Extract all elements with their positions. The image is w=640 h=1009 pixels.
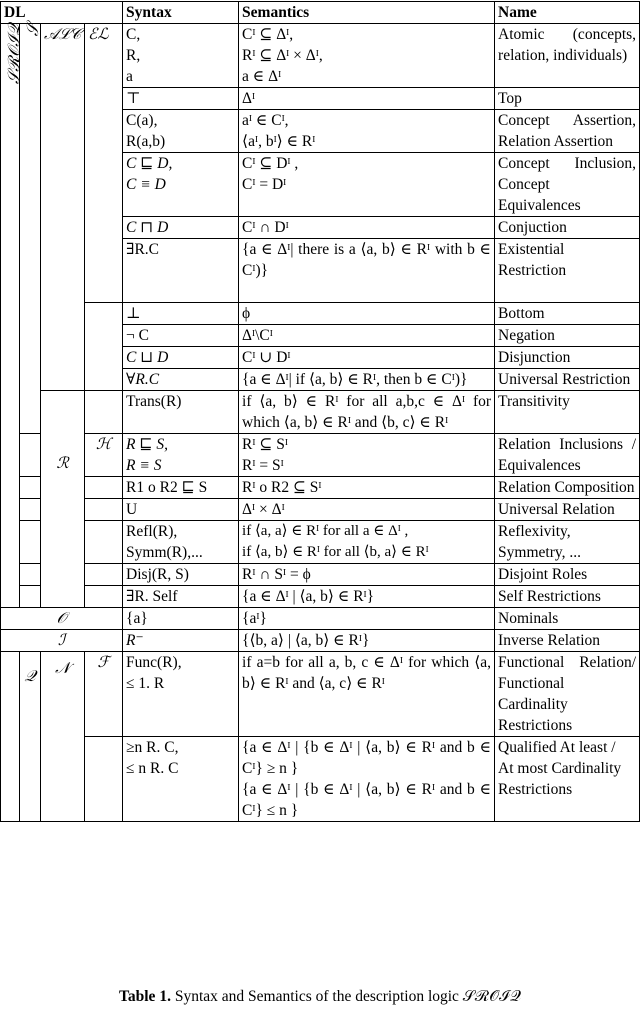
cell-semantics: aᴵ ∈ Cᴵ, ⟨aᴵ, bᴵ⟩ ∈ Rᴵ — [239, 110, 495, 153]
header-syntax: Syntax — [123, 2, 239, 24]
cell-name: Concept Assertion, Relation Assertion — [495, 110, 640, 153]
cell-name: Functional Relation/ Functional Cardinality Restrictions — [495, 652, 640, 737]
table-row — [1, 630, 640, 652]
table-row — [1, 303, 640, 325]
group-q-outer — [1, 652, 20, 822]
cell-name: Relation Composition — [495, 477, 640, 499]
caption-label: Table 1. — [118, 988, 171, 1005]
header-semantics: Semantics — [239, 2, 495, 24]
cell-name: Disjunction — [495, 347, 640, 369]
cell-name: Inverse Relation — [495, 630, 640, 652]
cell-name: Atomic (concepts, relation, individuals) — [495, 24, 640, 88]
cell-name: Negation — [495, 325, 640, 347]
group-f-empty — [85, 737, 123, 822]
cell-name: Transitivity — [495, 391, 640, 434]
group-s-empty — [20, 564, 41, 586]
group-s-empty — [20, 586, 41, 608]
group-h: ℋ — [85, 434, 123, 477]
cell-semantics: {aᴵ} — [239, 608, 495, 630]
caption-text: Syntax and Semantics of the description logic 𝒮ℛ𝒪ℐ𝒬 — [174, 988, 522, 1005]
table-row — [1, 737, 640, 822]
cell-semantics: if ⟨a, a⟩ ∈ Rᴵ for all a ∈ Δᴵ , if ⟨a, b⟩ ∈ Rᴵ for all ⟨b, a⟩ ∈ Rᴵ — [239, 521, 495, 564]
cell-semantics: Cᴵ ∪ Dᴵ — [239, 347, 495, 369]
group-sroiq — [1, 24, 23, 608]
cell-semantics: Δᴵ — [239, 88, 495, 110]
cell-semantics: {a ∈ Δᴵ| if ⟨a, b⟩ ∈ Rᴵ, then b ∈ Cᴵ)} — [239, 369, 495, 391]
table-row — [1, 499, 640, 521]
cell-syntax: U — [123, 499, 239, 521]
group-s-empty — [20, 434, 41, 477]
cell-name: Self Restrictions — [495, 586, 640, 608]
table-caption — [0, 988, 640, 1006]
cell-name: Concept Inclusion, Concept Equivalences — [495, 153, 640, 217]
table-row — [1, 608, 640, 630]
cell-semantics: if ⟨a, b⟩ ∈ Rᴵ for all a,b,c ∈ Δᴵ for which ⟨a, b⟩ ∈ Rᴵ and ⟨b, c⟩ ∈ Rᴵ — [239, 391, 495, 434]
cell-name: Universal Restriction — [495, 369, 640, 391]
group-el-empty — [85, 303, 123, 391]
group-alc: 𝒜ℒ𝒞 — [41, 24, 85, 391]
cell-semantics: Rᴵ ⊆ Sᴵ Rᴵ = Sᴵ — [239, 434, 495, 477]
cell-syntax: ∃R.C — [123, 239, 239, 303]
cell-name: Existential Restriction — [495, 239, 640, 303]
table-row — [1, 652, 640, 737]
cell-syntax: C, R, a — [123, 24, 239, 88]
table-row — [1, 24, 640, 88]
cell-syntax: ∃R. Self — [123, 586, 239, 608]
group-r-sub-empty — [85, 586, 123, 608]
group-s-empty — [20, 477, 41, 499]
table-row — [1, 586, 640, 608]
cell-semantics: Δᴵ\Cᴵ — [239, 325, 495, 347]
cell-syntax: R⁻ — [123, 630, 239, 652]
cell-semantics: Cᴵ ⊆ Δᴵ, Rᴵ ⊆ Δᴵ × Δᴵ, a ∈ Δᴵ — [239, 24, 495, 88]
group-s-empty — [20, 521, 41, 564]
cell-semantics: if a=b for all a, b, c ∈ Δᴵ for which ⟨a, b⟩ ∈ Rᴵ and ⟨a, c⟩ ∈ Rᴵ — [239, 652, 495, 737]
cell-name: Nominals — [495, 608, 640, 630]
cell-name: Bottom — [495, 303, 640, 325]
group-el: ℰℒ — [85, 24, 123, 303]
cell-syntax: Func(R), ≤ 1. R — [123, 652, 239, 737]
group-s — [20, 24, 41, 434]
group-q: 𝒬 — [20, 652, 41, 822]
cell-syntax: R1 o R2 ⊑ S — [123, 477, 239, 499]
cell-semantics: {a ∈ Δᴵ| there is a ⟨a, b⟩ ∈ Rᴵ with b ∈ Cᴵ)} — [239, 239, 495, 303]
cell-semantics: Cᴵ ∩ Dᴵ — [239, 217, 495, 239]
header-dl: DL — [1, 2, 123, 24]
table-row — [1, 477, 640, 499]
dl-syntax-semantics-table — [0, 1, 640, 822]
cell-syntax: C(a), R(a,b) — [123, 110, 239, 153]
cell-syntax: Refl(R), Symm(R),... — [123, 521, 239, 564]
cell-semantics: Rᴵ o R2 ⊆ Sᴵ — [239, 477, 495, 499]
cell-syntax: C ⊓ D — [123, 217, 239, 239]
group-f: ℱ — [85, 652, 123, 737]
group-sroiq-label: 𝒮ℛ𝒪ℐ𝒬 — [6, 24, 23, 85]
group-s-empty — [20, 499, 41, 521]
cell-semantics: {a ∈ Δᴵ | {b ∈ Δᴵ | ⟨a, b⟩ ∈ Rᴵ and b ∈ Cᴵ} ≥ n } {a ∈ Δᴵ | {b ∈ Δᴵ | ⟨a, b⟩ ∈ Rᴵ and b ∈ Cᴵ} ≤ n } — [239, 737, 495, 822]
cell-name: Relation Inclusions / Equivalences — [495, 434, 640, 477]
table-row — [1, 521, 640, 564]
group-r-sub-empty — [85, 477, 123, 499]
group-r: ℛ — [41, 391, 85, 608]
cell-semantics: Δᴵ × Δᴵ — [239, 499, 495, 521]
group-s-label: 𝒮 — [25, 24, 42, 37]
cell-syntax: Trans(R) — [123, 391, 239, 434]
cell-semantics: Cᴵ ⊆ Dᴵ , Cᴵ = Dᴵ — [239, 153, 495, 217]
cell-syntax: ∀R.C — [123, 369, 239, 391]
table-row — [1, 434, 640, 477]
cell-syntax: C ⊑ D, C ≡ D — [123, 153, 239, 217]
cell-syntax: ⊤ — [123, 88, 239, 110]
group-r-sub-empty — [85, 564, 123, 586]
table-row — [1, 391, 640, 434]
cell-name: Universal Relation — [495, 499, 640, 521]
group-o: 𝒪 — [1, 608, 123, 630]
group-r-sub-empty — [85, 499, 123, 521]
header-name: Name — [495, 2, 640, 24]
table-row — [1, 564, 640, 586]
cell-syntax: C ⊔ D — [123, 347, 239, 369]
cell-semantics: Rᴵ ∩ Sᴵ = ϕ — [239, 564, 495, 586]
cell-semantics: {⟨b, a⟩ | ⟨a, b⟩ ∈ Rᴵ} — [239, 630, 495, 652]
cell-syntax: {a} — [123, 608, 239, 630]
group-r-sub-empty — [85, 521, 123, 564]
cell-name: Qualified At least / At most Cardinality Restrictions — [495, 737, 640, 822]
cell-semantics: {a ∈ Δᴵ | ⟨a, b⟩ ∈ Rᴵ} — [239, 586, 495, 608]
group-i: ℐ — [1, 630, 123, 652]
cell-syntax: Disj(R, S) — [123, 564, 239, 586]
cell-name: Reflexivity, Symmetry, ... — [495, 521, 640, 564]
cell-name: Conjuction — [495, 217, 640, 239]
group-r-sub-empty — [85, 391, 123, 434]
cell-syntax: ¬ C — [123, 325, 239, 347]
cell-name: Disjoint Roles — [495, 564, 640, 586]
cell-name: Top — [495, 88, 640, 110]
header-row — [1, 2, 640, 24]
group-n: 𝒩 — [41, 652, 85, 822]
cell-syntax: ⊥ — [123, 303, 239, 325]
cell-syntax: ≥n R. C, ≤ n R. C — [123, 737, 239, 822]
cell-semantics: ϕ — [239, 303, 495, 325]
cell-syntax: R ⊑ S, R ≡ S — [123, 434, 239, 477]
